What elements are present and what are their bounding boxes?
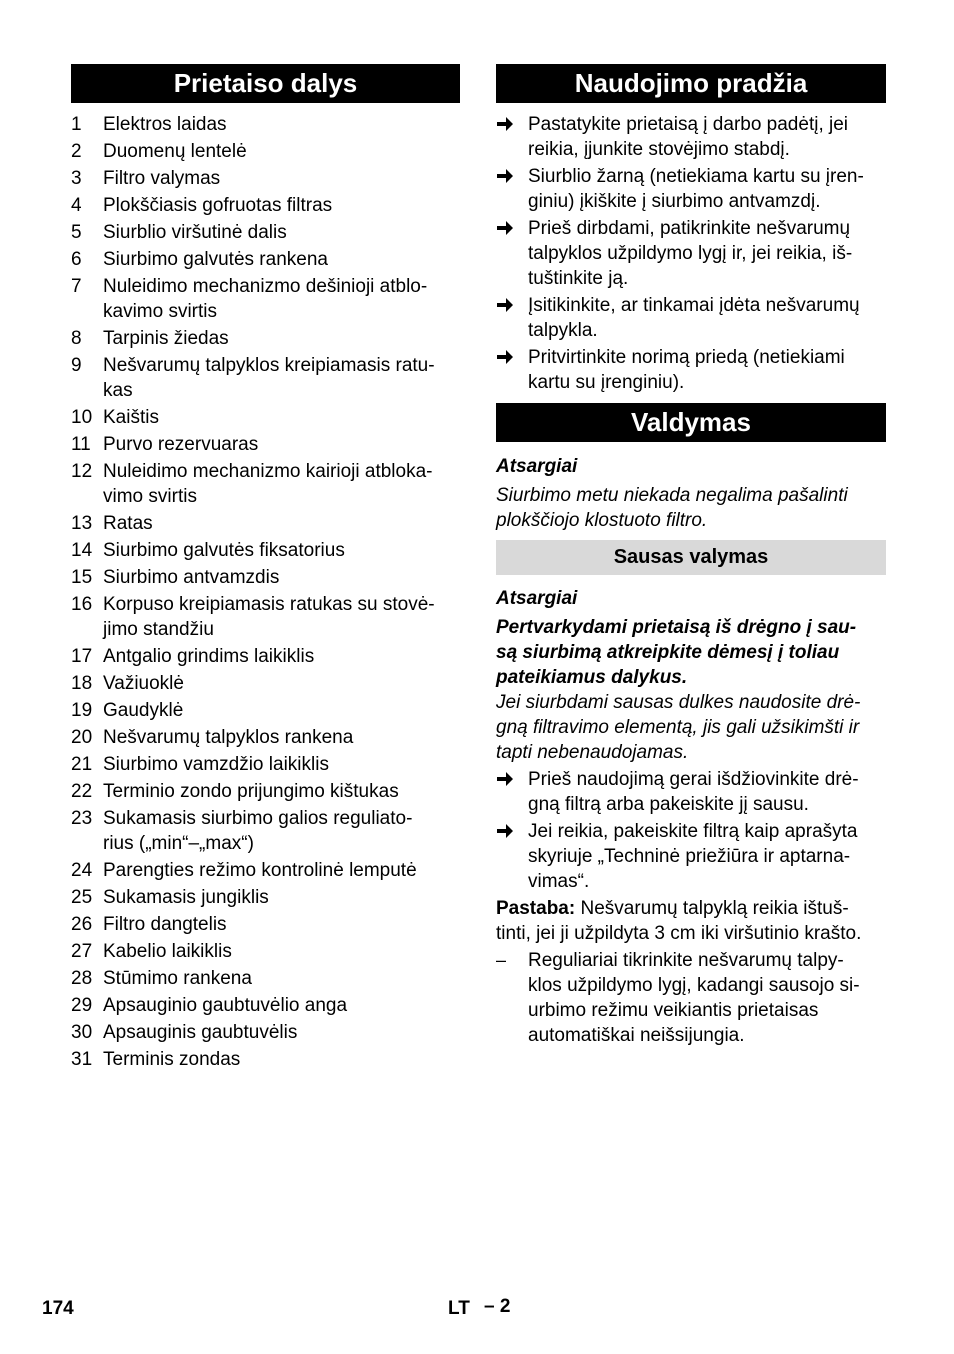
part-item: [71, 912, 460, 937]
dash-item: [496, 948, 886, 1048]
part-number: 10: [71, 407, 93, 428]
step-text-line: Pastatykite prietaisą į darbo padėtį, jei: [528, 114, 849, 135]
part-item: [71, 353, 460, 403]
part-item: [71, 698, 460, 723]
part-number: 26: [71, 914, 93, 935]
part-item: [71, 538, 460, 563]
part-item: [71, 725, 460, 750]
note: [496, 896, 886, 946]
part-label-line: Apsauginio gaubtuvėlio anga: [103, 995, 348, 1016]
part-label-line: Siurbimo galvutės rankena: [103, 249, 328, 270]
part-label: [103, 193, 460, 218]
part-number: 12: [71, 461, 93, 482]
part-item: [71, 779, 460, 804]
part-label-line: Kaištis: [103, 407, 159, 428]
part-number: 16: [71, 594, 93, 615]
part-label-line: Gaudyklė: [103, 700, 184, 721]
caution-italic-text: [496, 690, 886, 765]
part-item: [71, 752, 460, 777]
part-label-line: Kabelio laikiklis: [103, 941, 232, 962]
part-label-line: Filtro valymas: [103, 168, 221, 189]
part-label: [103, 538, 460, 563]
part-number: 25: [71, 887, 93, 908]
part-item: [71, 939, 460, 964]
part-label: [103, 939, 460, 964]
part-label: [103, 405, 460, 430]
part-label-line: jimo standžiu: [103, 619, 214, 640]
caution-label-1: Atsargiai: [496, 456, 578, 477]
part-number: 20: [71, 727, 93, 748]
right-column: [496, 64, 886, 1050]
step-text-line: talpykla.: [528, 320, 598, 341]
part-item: [71, 966, 460, 991]
part-label-line: kas: [103, 380, 133, 401]
part-number: 4: [71, 195, 82, 216]
step-text: [528, 293, 886, 343]
sheet-number: – 2: [484, 1296, 511, 1317]
arrow-right-icon: [496, 345, 528, 395]
step-item: [496, 767, 886, 817]
part-label: [103, 592, 460, 642]
step-text-line: skyriuje „Techninė priežiūra ir aptarna-: [528, 846, 851, 867]
part-label-line: Nešvarumų talpyklos rankena: [103, 727, 354, 748]
part-item: [71, 885, 460, 910]
part-label: [103, 779, 460, 804]
part-label: [103, 565, 460, 590]
note-text: Nešvarumų talpyklą reikia ištuš-: [580, 898, 849, 919]
part-item: [71, 1047, 460, 1072]
part-label: [103, 326, 460, 351]
part-label-line: Važiuoklė: [103, 673, 184, 694]
dash-text: [528, 948, 886, 1048]
dry-steps: [496, 767, 886, 894]
step-text: [528, 112, 886, 162]
part-label: [103, 166, 460, 191]
part-item: [71, 1020, 460, 1045]
caution-bold-text: [496, 615, 886, 690]
part-item: [71, 326, 460, 351]
part-number: 27: [71, 941, 93, 962]
part-label: [103, 247, 460, 272]
part-label-line: Duomenų lentelė: [103, 141, 247, 162]
caution-italic-line: Jei siurbdami sausas dulkes naudosite drė-: [496, 692, 861, 713]
step-text-line: Įsitikinkite, ar tinkamai įdėta nešvarumų: [528, 295, 860, 316]
part-number: 2: [71, 141, 82, 162]
part-number: 29: [71, 995, 93, 1016]
step-text-line: gną filtrą arba pakeiskite jį sausu.: [528, 794, 809, 815]
step-item: [496, 112, 886, 162]
part-label-line: Nuleidimo mechanizmo kairioji atbloka-: [103, 461, 433, 482]
part-number: 28: [71, 968, 93, 989]
part-number: 30: [71, 1022, 93, 1043]
step-text: [528, 819, 886, 894]
part-label-line: Siurbimo antvamzdis: [103, 567, 280, 588]
dash-marker: –: [496, 950, 507, 970]
part-label: [103, 1020, 460, 1045]
part-label-line: Korpuso kreipiamasis ratukas su stovė-: [103, 594, 435, 615]
part-item: [71, 247, 460, 272]
part-label: [103, 139, 460, 164]
part-label: [103, 725, 460, 750]
step-text-line: Jei reikia, pakeiskite filtrą kaip aprašyta: [528, 821, 858, 842]
part-label-line: rius („min“–„max“): [103, 833, 254, 854]
part-number: 21: [71, 754, 93, 775]
step-item: [496, 293, 886, 343]
dash-line: automatiškai neišsijungia.: [528, 1025, 745, 1046]
part-label-line: Tarpinis žiedas: [103, 328, 229, 349]
part-label: [103, 432, 460, 457]
parts-list: [71, 112, 460, 1072]
part-item: [71, 112, 460, 137]
part-item: [71, 858, 460, 883]
step-text: [528, 767, 886, 817]
section-title-operation: Valdymas: [496, 403, 886, 442]
arrow-right-icon: [496, 112, 528, 162]
part-label: [103, 1047, 460, 1072]
dash-line: urbimo režimu veikiantis prietaisas: [528, 1000, 819, 1021]
part-item: [71, 993, 460, 1018]
part-number: 18: [71, 673, 93, 694]
step-item: [496, 345, 886, 395]
dash-line: klos užpildymo lygį, kadangi sausojo si-: [528, 975, 860, 996]
step-item: [496, 819, 886, 894]
step-text-line: reikia, įjunkite stovėjimo stabdį.: [528, 139, 790, 160]
step-text-line: tuštinkite ją.: [528, 268, 629, 289]
part-item: [71, 644, 460, 669]
part-label-line: Filtro dangtelis: [103, 914, 227, 935]
caution-bold-line: pateikiamus dalykus.: [496, 667, 688, 688]
dash-line: Reguliariai tikrinkite nešvarumų talpy-: [528, 950, 844, 971]
part-number: 8: [71, 328, 82, 349]
caution-italic-line: gną filtravimo elementą, jis gali užsikimšti ir: [496, 717, 860, 738]
part-item: [71, 274, 460, 324]
part-number: 13: [71, 513, 93, 534]
left-column: [71, 64, 460, 1074]
note-label: Pastaba:: [496, 898, 576, 919]
part-number: 19: [71, 700, 93, 721]
part-label-line: kavimo svirtis: [103, 301, 218, 322]
part-label-line: Siurblio viršutinė dalis: [103, 222, 287, 243]
part-item: [71, 592, 460, 642]
part-label-line: Purvo rezervuaras: [103, 434, 259, 455]
part-label-line: Terminio zondo prijungimo kištukas: [103, 781, 399, 802]
part-label-line: Ratas: [103, 513, 153, 534]
part-label-line: Nuleidimo mechanizmo dešinioji atblo-: [103, 276, 428, 297]
part-number: 5: [71, 222, 82, 243]
part-item: [71, 459, 460, 509]
note-text-2: tinti, jei ji užpildyta 3 cm iki viršutinio krašto.: [496, 923, 862, 944]
caution-bold-line: Pertvarkydami prietaisą iš drėgno į sau-: [496, 617, 857, 638]
part-label-line: Siurbimo galvutės fiksatorius: [103, 540, 345, 561]
section-title-start: Naudojimo pradžia: [496, 64, 886, 103]
page-number: 174: [42, 1298, 74, 1319]
part-label-line: Parengties režimo kontrolinė lemputė: [103, 860, 417, 881]
part-label: [103, 806, 460, 856]
part-number: 24: [71, 860, 93, 881]
part-label: [103, 511, 460, 536]
step-text-line: giniu) įkiškite į siurbimo antvamzdį.: [528, 191, 821, 212]
part-item: [71, 139, 460, 164]
step-text: [528, 345, 886, 395]
part-label: [103, 966, 460, 991]
arrow-right-icon: [496, 819, 528, 894]
part-item: [71, 166, 460, 191]
step-text: [528, 216, 886, 291]
step-text: [528, 164, 886, 214]
caution-text-1-line: plokščiojo klostuoto filtro.: [496, 510, 708, 531]
arrow-right-icon: [496, 164, 528, 214]
part-label: [103, 752, 460, 777]
part-item: [71, 193, 460, 218]
part-label: [103, 459, 460, 509]
language-code: LT: [448, 1298, 470, 1319]
part-number: 7: [71, 276, 82, 297]
part-label: [103, 671, 460, 696]
part-label: [103, 885, 460, 910]
part-label-line: Antgalio grindims laikiklis: [103, 646, 315, 667]
part-number: 14: [71, 540, 93, 561]
part-label: [103, 353, 460, 403]
part-label: [103, 858, 460, 883]
step-text-line: Siurblio žarną (netiekiama kartu su įren-: [528, 166, 864, 187]
part-label-line: Sukamasis jungiklis: [103, 887, 269, 908]
part-item: [71, 511, 460, 536]
part-label-line: Siurbimo vamzdžio laikiklis: [103, 754, 329, 775]
step-item: [496, 216, 886, 291]
step-text-line: Prieš dirbdami, patikrinkite nešvarumų: [528, 218, 851, 239]
part-number: 22: [71, 781, 93, 802]
caution-label-2: Atsargiai: [496, 588, 578, 609]
caution-italic-line: tapti nebenaudojamas.: [496, 742, 689, 763]
caution-text-1-line: Siurbimo metu niekada negalima pašalinti: [496, 485, 848, 506]
arrow-right-icon: [496, 216, 528, 291]
caution-bold-line: są siurbimą atkreipkite dėmesį į toliau: [496, 642, 840, 663]
step-text-line: Pritvirtinkite norimą priedą (netiekiami: [528, 347, 845, 368]
part-label-line: Plokščiasis gofruotas filtras: [103, 195, 333, 216]
part-label: [103, 220, 460, 245]
part-number: 1: [71, 114, 82, 135]
part-label-line: Sukamasis siurbimo galios reguliato-: [103, 808, 413, 829]
part-item: [71, 806, 460, 856]
part-label-line: vimo svirtis: [103, 486, 197, 507]
part-number: 31: [71, 1049, 93, 1070]
step-text-line: Prieš naudojimą gerai išdžiovinkite drė-: [528, 769, 859, 790]
part-number: 9: [71, 355, 82, 376]
section-title-parts: Prietaiso dalys: [71, 64, 460, 103]
part-label-line: Elektros laidas: [103, 114, 227, 135]
arrow-right-icon: [496, 767, 528, 817]
part-number: 23: [71, 808, 93, 829]
part-label: [103, 112, 460, 137]
part-number: 3: [71, 168, 82, 189]
part-item: [71, 671, 460, 696]
part-label: [103, 993, 460, 1018]
part-label-line: Apsauginis gaubtuvėlis: [103, 1022, 298, 1043]
step-text-line: talpyklos užpildymo lygį ir, jei reikia, iš-: [528, 243, 853, 264]
part-number: 6: [71, 249, 82, 270]
part-label-line: Nešvarumų talpyklos kreipiamasis ratu-: [103, 355, 435, 376]
step-text-line: kartu su įrenginiu).: [528, 372, 685, 393]
caution-text-1: [496, 483, 886, 533]
step-item: [496, 164, 886, 214]
part-item: [71, 565, 460, 590]
part-item: [71, 220, 460, 245]
subsection-title-dry: Sausas valymas: [496, 540, 886, 575]
part-number: 17: [71, 646, 93, 667]
start-steps: [496, 112, 886, 395]
part-label-line: Stūmimo rankena: [103, 968, 252, 989]
part-label: [103, 912, 460, 937]
part-item: [71, 405, 460, 430]
part-number: 11: [71, 434, 91, 455]
part-item: [71, 432, 460, 457]
part-label: [103, 274, 460, 324]
arrow-right-icon: [496, 293, 528, 343]
part-label-line: Terminis zondas: [103, 1049, 241, 1070]
part-label: [103, 644, 460, 669]
part-label: [103, 698, 460, 723]
step-text-line: vimas“.: [528, 871, 590, 892]
part-number: 15: [71, 567, 93, 588]
